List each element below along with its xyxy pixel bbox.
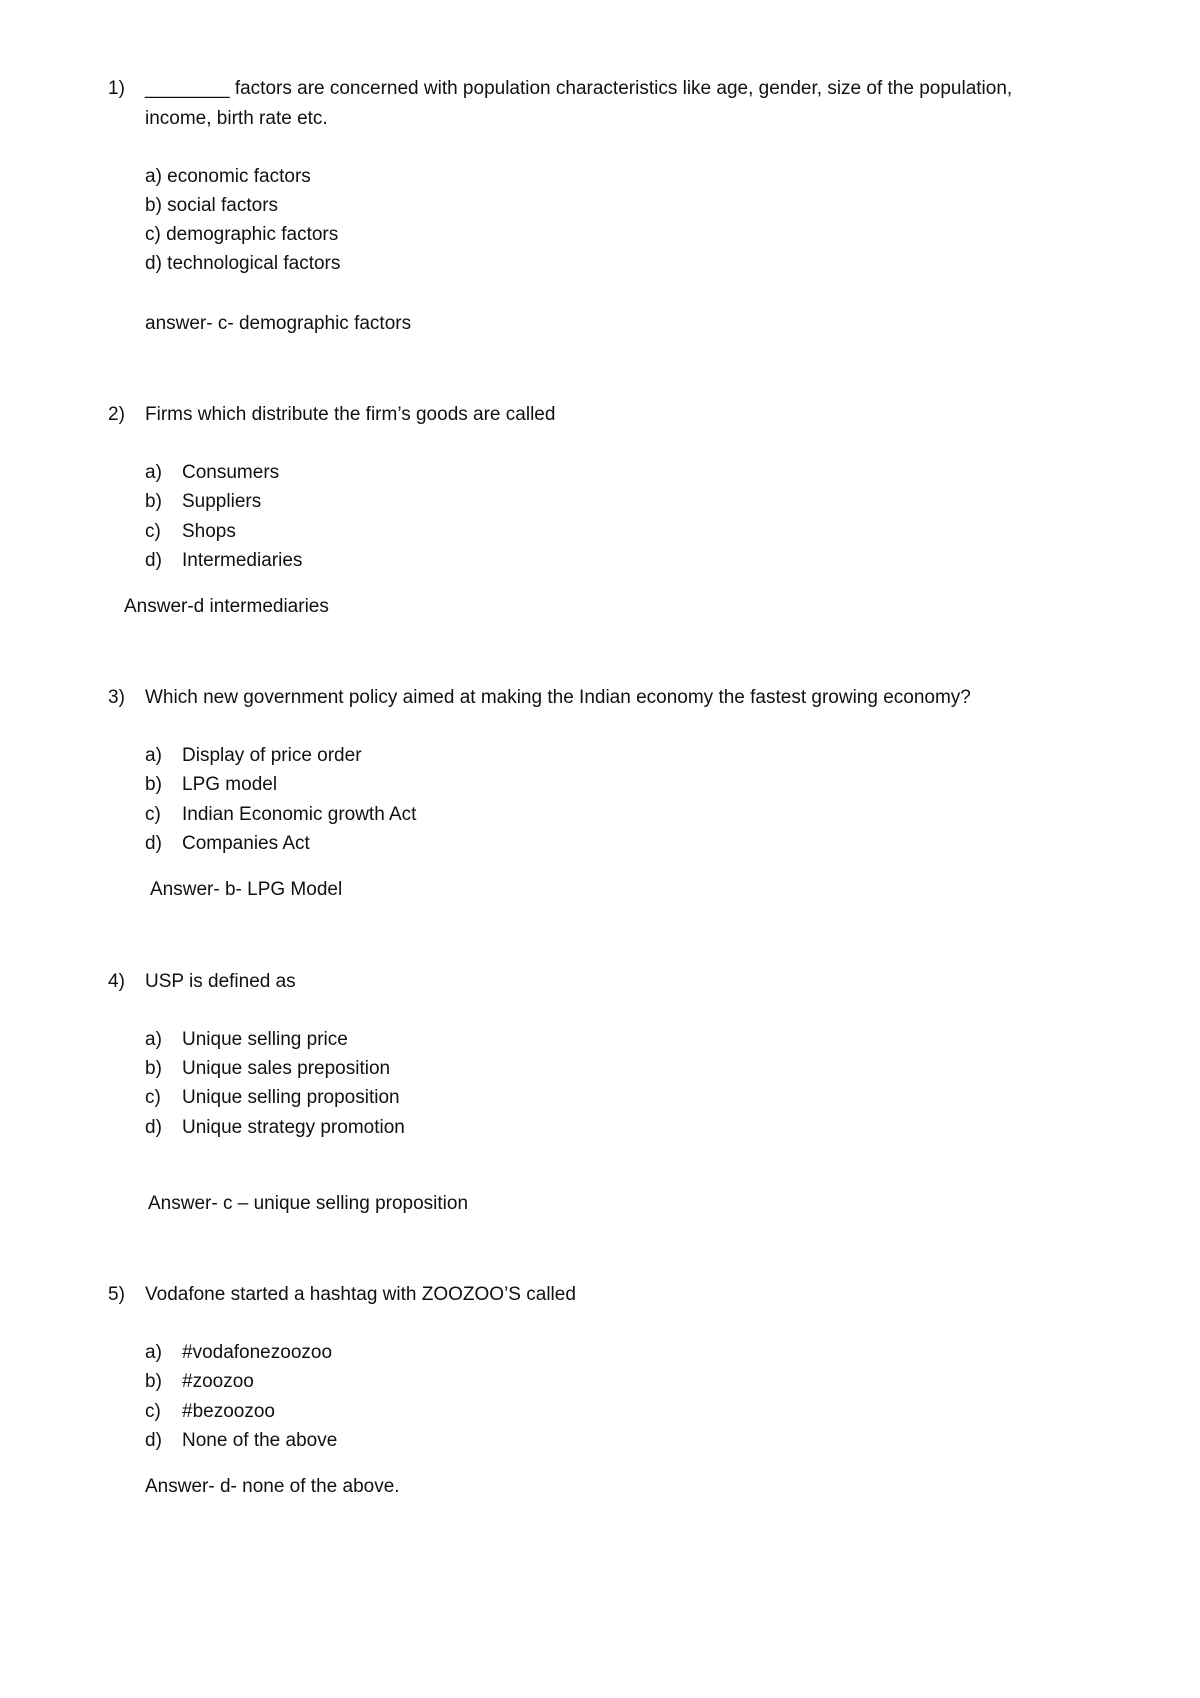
option-d: Intermediaries [182,550,303,571]
option-letter: b) [145,1058,162,1079]
option-letter: a) [145,1029,162,1050]
option-d: Companies Act [182,833,310,854]
option-c: #bezoozoo [182,1401,275,1422]
option-a: #vodafonezoozoo [182,1342,333,1363]
option-letter: d) [145,1430,162,1451]
option-letter: a) [145,462,162,483]
question-text: USP is defined as [145,971,296,992]
option-b: #zoozoo [182,1371,254,1392]
option-letter: b) [145,491,162,512]
option-c: c) demographic factors [145,224,339,245]
answer: Answer- d- none of the above. [145,1476,400,1497]
option-letter: c) [145,804,161,825]
option-a: Consumers [182,462,280,483]
option-c: Unique selling proposition [182,1087,400,1108]
option-d: Unique strategy promotion [182,1117,405,1138]
question-text: Firms which distribute the firm’s goods are called [145,404,556,425]
option-d: d) technological factors [145,253,341,274]
question-text-line1: ________ factors are concerned with population characteristics like age, gender, size of the population, [145,78,1013,99]
option-b: b) social factors [145,195,279,216]
option-letter: a) [145,1342,162,1363]
option-b: Unique sales preposition [182,1058,391,1079]
option-d: None of the above [182,1430,338,1451]
question-text: Which new government policy aimed at making the Indian economy the fastest growing economy? [145,687,971,708]
option-c: Shops [182,521,236,542]
question-number: 3) [108,687,125,708]
question-number: 1) [108,78,125,99]
option-letter: b) [145,774,162,795]
option-letter: a) [145,745,162,766]
question-number: 4) [108,971,125,992]
answer: Answer-d intermediaries [124,596,329,617]
fill-in-blank: ________ [145,78,230,99]
question-number: 2) [108,404,125,425]
option-letter: d) [145,833,162,854]
option-letter: c) [145,521,161,542]
option-letter: c) [145,1401,161,1422]
option-letter: b) [145,1371,162,1392]
option-a: Unique selling price [182,1029,348,1050]
option-a: Display of price order [182,745,362,766]
answer: Answer- b- LPG Model [150,879,343,900]
option-letter: d) [145,1117,162,1138]
question-text: Vodafone started a hashtag with ZOOZOO’S called [145,1284,576,1305]
option-letter: d) [145,550,162,571]
option-a: a) economic factors [145,166,311,187]
option-c: Indian Economic growth Act [182,804,417,825]
option-b: LPG model [182,774,278,795]
option-letter: c) [145,1087,161,1108]
option-b: Suppliers [182,491,262,512]
answer: answer- c- demographic factors [145,313,412,334]
question-number: 5) [108,1284,125,1305]
question-text-line2: income, birth rate etc. [145,108,328,129]
answer: Answer- c – unique selling proposition [148,1193,469,1214]
